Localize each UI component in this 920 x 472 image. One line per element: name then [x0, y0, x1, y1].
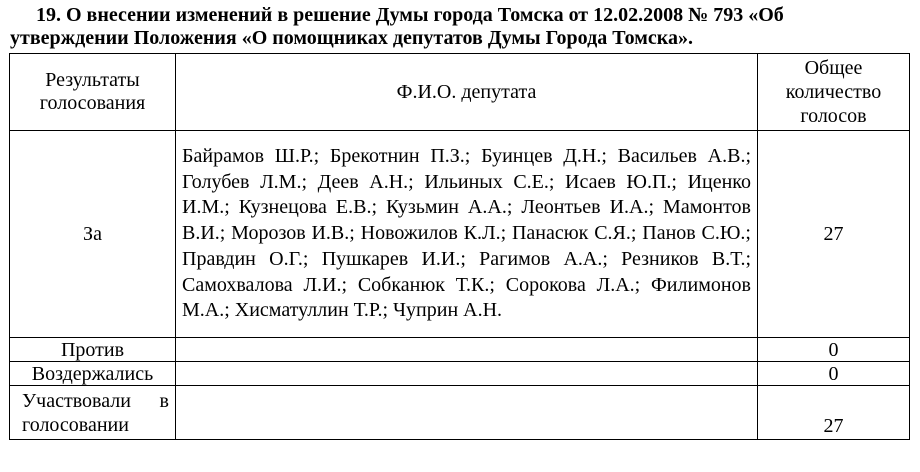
- deputy-names-participated: [176, 386, 758, 440]
- total-against: 0: [758, 338, 910, 362]
- table-row-against: [10, 338, 910, 362]
- deputy-names-against: [176, 338, 758, 362]
- heading-line-2: утверждении Положения «О помощниках депутатов Думы Города Томска».: [10, 27, 693, 49]
- result-label-against: Против: [10, 338, 176, 362]
- result-label-for: За: [10, 131, 176, 338]
- table-header-row: [10, 54, 910, 131]
- header-total-votes: Общее количество голосов: [758, 54, 910, 131]
- header-deputy-name: Ф.И.О. депутата: [176, 54, 758, 131]
- table-row-participated: [10, 386, 910, 440]
- total-abstained: 0: [758, 362, 910, 386]
- table-row-abstained: [10, 362, 910, 386]
- agenda-item-heading: [10, 4, 910, 50]
- voting-results-table: [9, 53, 910, 440]
- heading-line-1: 19. О внесении изменений в решение Думы города Томска от 12.02.2008 № 793 «Об: [36, 4, 784, 26]
- total-for: 27: [758, 131, 910, 338]
- table-row-for: [10, 131, 910, 338]
- result-label-abstained: Воздержались: [10, 362, 176, 386]
- header-results: Результаты голосования: [10, 54, 176, 131]
- total-participated: 27: [758, 386, 910, 440]
- deputy-names-for: Байрамов Ш.Р.; Брекотнин П.З.; Буинцев Д.Н.; Васильев А.В.; Голубев Л.М.; Деев А.Н.; Ильиных С.Е.; Исаев Ю.П.; Иценко И.М.; Кузнецова Е.В.; Кузьмин А.А.; Леонтьев И.А.; Мамонтов В.И.; Морозов И.В.; Новожилов К.Л.; Панасюк С.Я.; Панов С.Ю.; Правдин О.Г.; Пушкарев И.И.; Рагимов А.А.; Резников В.Т.; Самохвалова Л.И.; Собканюк Т.К.; Сорокова Л.А.; Филимонов М.А.; Хисматуллин Т.Р.; Чуприн А.Н.: [176, 131, 758, 338]
- result-label-participated: Участвовали в голосовании: [10, 386, 176, 440]
- deputy-names-abstained: [176, 362, 758, 386]
